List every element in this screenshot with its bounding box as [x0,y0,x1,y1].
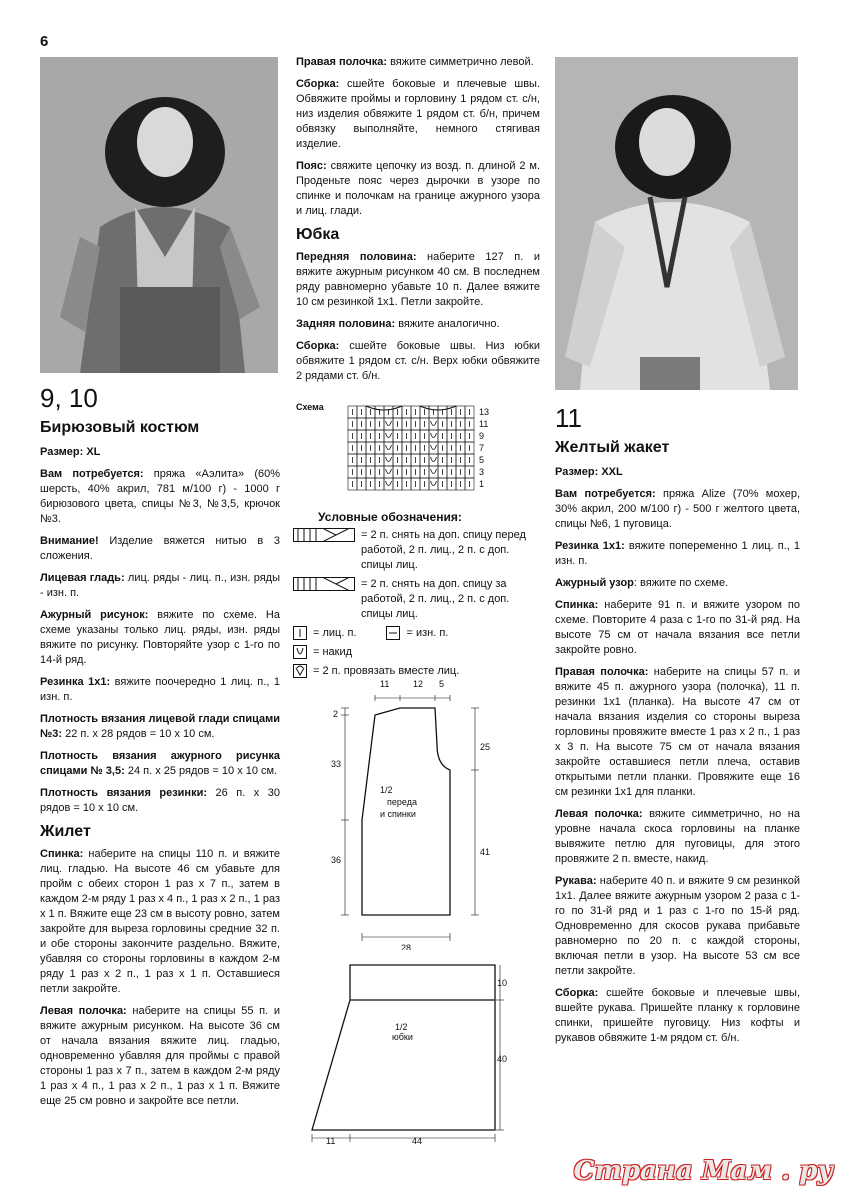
cable-front-icon [293,528,355,542]
dim-bottom: 28 [401,943,412,950]
scheme-cell [429,442,438,454]
yarn-over-mark [386,421,392,426]
paragraph: Лицевая гладь: лиц. ряды - лиц. п., изн. ряды - изн. п. [40,572,281,599]
paragraph: Задняя половина: вяжите аналогично. [296,318,500,330]
dim-bottom-2: 44 [412,1136,423,1145]
dim-top-1: 11 [380,679,390,689]
paragraph: Внимание! Изделие вяжется нитью в 3 сложения. [40,535,280,562]
yarn-over-mark [431,433,437,438]
cable-back-icon [293,577,355,591]
dim-top-2: 12 [413,679,424,689]
vest-pattern-diagram [325,675,505,950]
paragraph: Левая полочка: вяжите симметрично, но на уровне начала скоса горловины на планке вывяжите петлю для пуговицы, для этого провяжите 2 п. вместе, накид. [555,808,800,865]
scheme-cell [384,442,393,454]
scheme-row-label: 11 [479,419,489,429]
yarn-over-mark [431,481,437,486]
legend-item: = 2 п. провязать вместе лиц. [293,664,543,679]
purl-stitch-icon [386,626,400,640]
title-turquoise-suit: Бирюзовый костюм [40,419,200,436]
legend-item: = накид [293,645,543,660]
scheme-cell [384,466,393,478]
title-skirt: Юбка [296,226,340,243]
dim-right-2: 40 [497,1054,508,1064]
paragraph: Сборка: сшейте боковые швы. Низ юбки обвяжите 1 рядом ст. с/н. Верх юбки обвяжите 2 рядами ст. б/н. [296,340,540,382]
scheme-cell [384,478,393,490]
paragraph: Пояс: свяжите цепочку из возд. п. длиной 2 м. Проденьте пояс через дырочки в узоре по спинке и полочкам на границе ажурного узора и лиц. глади. [296,160,540,217]
dim-bottom-1: 11 [326,1136,336,1145]
yarn-over-mark [431,457,437,462]
dim-right-1: 25 [480,742,491,752]
scheme-cell [429,478,438,490]
legend-item: = 2 п. снять на доп. спицу за работой, 2 п. лиц., 2 п. с доп. спицы лиц. [293,577,543,622]
scheme-cell [384,430,393,442]
scheme-cell [384,418,393,430]
skirt-pattern-diagram [300,960,520,1145]
yarn-over-icon [293,645,307,659]
yarn-over-mark [386,481,392,486]
scheme-label: Схема [296,402,324,412]
watermark-logo: Страна Мам . ру [573,1156,833,1186]
paragraph: Ажурный узор: вяжите по схеме. [555,577,729,589]
paragraph: Сборка: сшейте боковые и плечевые швы, вшейте рукава. Пришейте планку к горловине спинки, пришейте пуговицу. Низ кофты и рукавов обвяжите 1-м рядом ст. б/н. [555,987,800,1044]
stitch-scheme [340,402,500,497]
scheme-row-label: 3 [479,467,485,477]
paragraph: Левая полочка: наберите на спицы 55 п. и вяжите ажурным рисунком. На высоте 36 см от начала вязания вяжите лиц. гладью, одновременно убавляя для проймы с правой стороны 1 раз х 7 п., затем в каждом 2-м ряду 1 раз х 4 п., 1 раз х 2 п., 1 раз х 1 п. Вяжите еще 25 см ровно и закройте все петли. [40,1005,280,1107]
legend-item: = лиц. п. [293,626,356,641]
model-number-9-10: 9, 10 [40,383,98,413]
paragraph: Резинка 1х1: вяжите попеременно 1 лиц. п., 1 изн. п. [555,540,801,567]
middle-column [296,55,540,391]
knit-stitch-icon [293,626,307,640]
legend-item: = 2 п. снять на доп. спицу перед работой, 2 п. лиц., 2 п. с доп. спицы лиц. [293,528,543,573]
paragraph: Передняя половина: наберите 127 п. и вяжите ажурным рисунком 40 см. В последнем ряду равномерно убавьте 10 п. Далее вяжите 10 см резинкой 1х1. Петли закройте. [296,251,540,308]
yarn-over-mark [386,457,392,462]
yarn-over-mark [431,421,437,426]
legend-item: = изн. п. [386,626,448,641]
paragraph: Плотность вязания лицевой глади спицами №3: 22 п. х 28 рядов = 10 х 10 см. [40,713,280,740]
right-column [555,403,800,1053]
scheme-cell [384,454,393,466]
paragraph: Размер: XXL [555,466,623,478]
yarn-over-mark [431,445,437,450]
scheme-row-label: 13 [479,407,490,417]
scheme-row-label: 1 [479,479,485,489]
model-number-11: 11 [555,403,582,433]
dim-right-2: 41 [480,847,491,857]
piece-label: юбки [392,1032,413,1042]
scheme-row-label: 5 [479,455,485,465]
scheme-row-label: 7 [479,443,485,453]
piece-label: 1/2 [395,1022,408,1032]
photo-yellow-jacket [555,57,798,390]
paragraph: Сборка: сшейте боковые и плечевые швы. Обвяжите проймы и горловину 1 рядом ст. с/н, низ изделия обвяжите 1 рядом ст. б/н, причем обвязку выполняйте, немного стягивая изделие. [296,78,540,150]
yarn-over-mark [431,469,437,474]
piece-label: и спинки [380,809,416,819]
scheme-cell [429,466,438,478]
legend [293,528,543,683]
yarn-over-mark [386,469,392,474]
paragraph: Правая полочка: вяжите симметрично левой. [296,56,534,68]
scheme-cell [429,454,438,466]
paragraph: Правая полочка: наберите на спицы 57 п. и вяжите 45 п. ажурного узора (полочка), 11 п. резинки 1х1 (планка). На высоте 47 см от начала вязания изделия со стороны выреза горловины провяжите вместе 1 раз х 2 п., 1 раз х 3 п. На высоте 75 см от начала вязания закройте оставшиеся петли плеча, оставив открытыми петли планки. Провяжите еще 16 см резинки 1х1 для планки. [555,666,800,798]
scheme-row-label: 9 [479,431,485,441]
paragraph: Вам потребуется: пряжа Alize (70% мохер, 30% акрил, 200 м/100 г) - 500 г желтого цвета, спицы №6, 1 пуговица. [555,488,800,530]
legend-title: Условные обозначения: [318,510,462,524]
paragraph: Плотность вязания резинки: 26 п. х 30 рядов = 10 х 10 см. [40,787,280,814]
title-vest: Жилет [40,823,91,840]
paragraph: Плотность вязания ажурного рисунка спицами № 3,5: 24 п. х 25 рядов = 10 х 10 см. [40,750,280,777]
paragraph: Размер: XL [40,446,101,458]
page-number: 6 [40,33,49,50]
yarn-over-mark [386,445,392,450]
left-column [40,383,280,1116]
dim-top-3: 5 [439,679,445,689]
piece-label: переда [387,797,417,807]
paragraph: Спинка: наберите на спицы 110 п. и вяжите лиц. гладью. На высоте 46 см убавьте для пройм с обеих сторон 1 раз х 7 п., затем в каждом 2-м ряду 1 раз х 4 п., 1 раз х 2 п., 1 раз х 1 п. Вяжите еще 23 см в высоту ровно, затем закройте для выреза горловины средние 32 п. и обе стороны закончите раздельно. Вяжите, убавляя со стороны горловины в каждом 2-м ряду 1 раз х 2 п., 1 раз х 1 п. Оставшиеся петли закройте. [40,848,280,995]
dim-left-2: 33 [331,759,342,769]
dim-right-1: 10 [497,978,508,988]
knit-two-together-icon [293,664,307,678]
title-yellow-jacket: Желтый жакет [555,439,670,456]
paragraph: Вам потребуется: пряжа «Аэлита» (60% шерсть, 40% акрил, 781 м/100 г) - 1000 г бирюзового цвета, спицы №3, №3,5, крючок №3. [40,468,280,525]
dim-left-1: 2 [333,709,339,719]
scheme-cell [429,430,438,442]
scheme-cell [429,418,438,430]
piece-label: 1/2 [380,785,393,795]
dim-left-3: 36 [331,855,342,865]
paragraph: Рукава: наберите 40 п. и вяжите 9 см резинкой 1х1. Далее вяжите ажурным узором 2 раза с 1-го по 31-й ряд и 1 раз с 1-го по 15-й ряд. Одновременно для скосов рукава прибавьте равномерно по 20 п. с каждой стороны, включая петли в узор. На высоте 53 см все петли закройте. [555,875,800,977]
paragraph: Резинка 1х1: вяжите поочередно 1 лиц. п., 1 изн. п. [40,676,280,703]
paragraph: Спинка: наберите 91 п. и вяжите узором по схеме. Повторите 4 раза с 1-го по 31-й ряд. На высоте 75 см от начала вязания все петли закройте ровно. [555,599,800,656]
yarn-over-mark [386,433,392,438]
paragraph: Ажурный рисунок: вяжите по схеме. На схеме указаны только лиц. ряды, изн. ряды вяжите по рисунку. Повторяйте узор с 1-го по 14-й ряд. [40,609,280,666]
photo-turquoise-suit [40,57,278,373]
